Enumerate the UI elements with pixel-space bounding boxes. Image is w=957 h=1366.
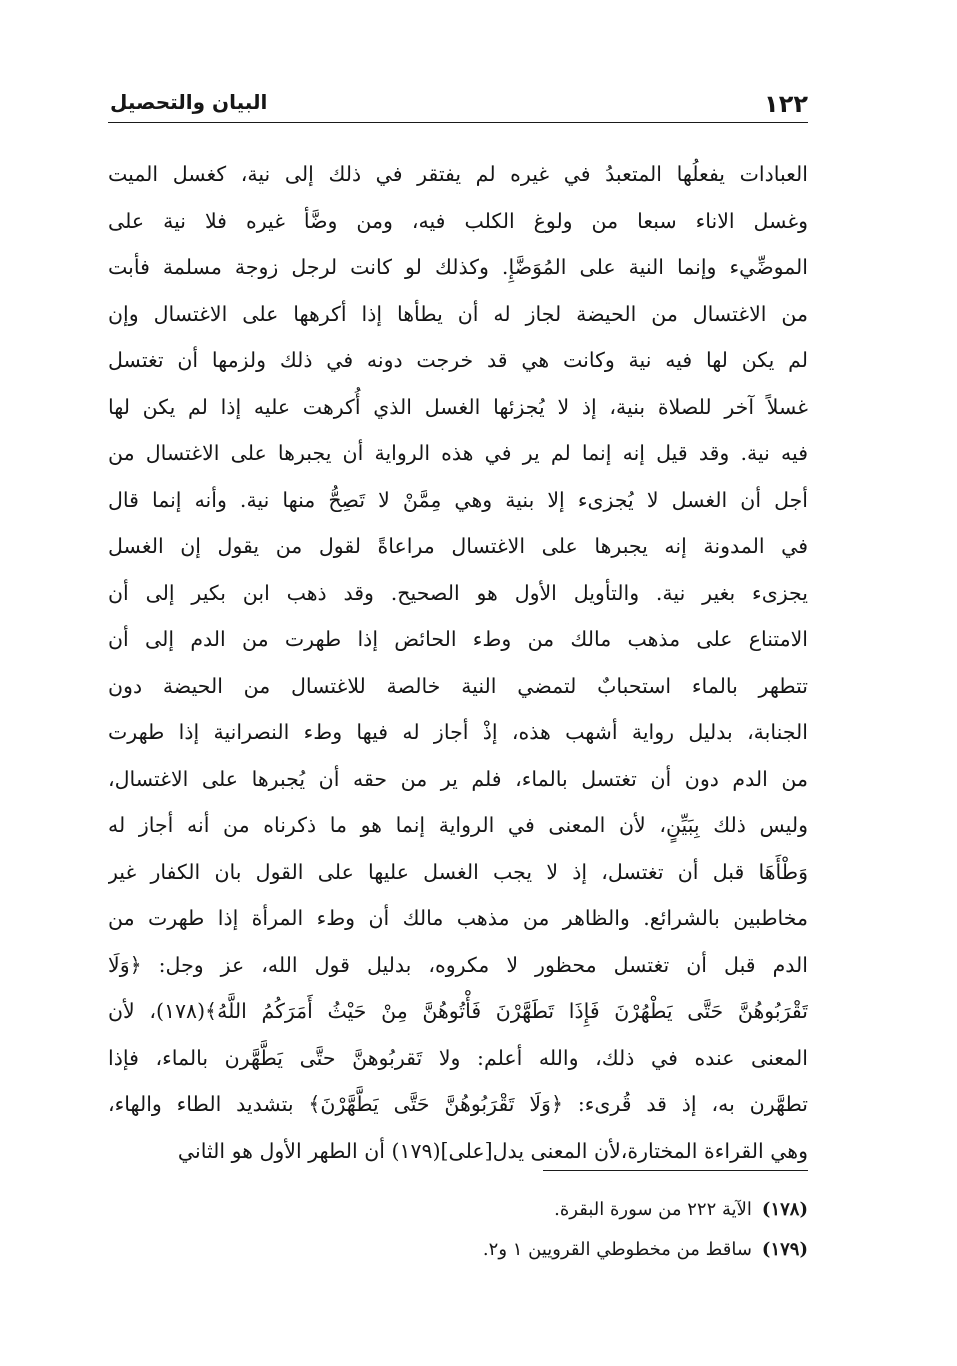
text-line: من الدم دون أن تغتسل بالماء، فلم ير من حقه أن يُجبرها على الاغتسال،	[108, 766, 808, 791]
text-line: في المدونة إنه يجبرها على الاغتسال مراعاةً لقول من يقول إن الغسل	[108, 534, 808, 558]
footnote-178	[108, 1190, 808, 1230]
text-line: مخاطبين بالشرائع. والظاهر من مذهب مالك أن وطء المرأة إذا طهرت من	[108, 906, 808, 930]
text-line: العبادات يفعلُها المتعبدُ في غيره لم يفتقر في ذلك إلى نية، كغسل الميت	[108, 162, 808, 186]
text-line: تطهَّرن به، إذ قد قُرىء: ﴿وَلَا تَقْرَبُوهُنَّ حَتَّى يَطَّهَّرْنَ﴾ بتشديد الطاء والهاء،	[108, 1092, 808, 1116]
text-line: الامتناع على مذهب مالك من وطء الحائض إذا طهرت من الدم إلى أن	[108, 627, 808, 651]
text-line: وَطْأَهَا قبل أن تغتسل، إذ لا يجب الغسل عليها على القول بان الكفار غير	[108, 859, 808, 884]
text-line: وليس ذلك بِبَيِّنٍ، لأن المعنى في الرواية إنما هو ما ذكرناه من أنه أجاز له	[108, 813, 808, 837]
book-title: البيان والتحصيل	[110, 90, 268, 114]
text-line: لم يكن لها فيه نية وكانت هي قد خرجت دونه في ذلك ولزمها أن تغتسل	[108, 348, 808, 372]
footnote-separator	[543, 1170, 808, 1171]
page-number: ١٢٢	[764, 90, 808, 118]
footnote-text: ساقط من مخطوطي القرويين ١ و٢.	[482, 1239, 752, 1260]
text-line: وهي القراءة المختارة،لأن المعنى يدل[على](١٧٩) أن الطهر الأول هو الثاني	[177, 1138, 808, 1163]
text-line: الدم قبل أن تغتسل محظور لا مكروه، بدليل قول الله، عز وجل: ﴿وَلَا	[108, 952, 808, 977]
text-line: من الاغتسال من الحيضة لجاز له أن يطأها إذا أكرهها على الاغتسال وإن	[108, 301, 808, 326]
text-line: غسلاً آخر للصلاة بنية، إذ لا يُجزئها الغسل الذي أُكرهت عليه إذا لم يكن لها	[108, 394, 808, 419]
footnote-number: (١٧٨)	[761, 1199, 808, 1220]
text-line: تتطهر بالماء استحبابٌ لتمضي النية خالصة للاغتسال من الحيضة دون	[108, 673, 808, 698]
text-line: المعنى عنده في ذلك، والله أعلم: ولا تَقربُوهنَّ حتَّى يَطَّهَّرن بالماء، فإذا	[108, 1045, 808, 1070]
footnote-text: الآية ٢٢٢ من سورة البقرة.	[554, 1199, 752, 1220]
text-line: يجزىء بغير نية. والتأويل الأول هو الصحيح. وقد ذهب ابن بكير إلى أن	[108, 580, 808, 605]
footnote-179	[108, 1230, 808, 1270]
footnote-number: (١٧٩)	[761, 1239, 808, 1260]
book-page	[108, 80, 808, 1280]
text-line: وغسل الاناء سبعا من ولوغ الكلب فيه، ومن وضَّأ غيره فلا نية على	[108, 208, 808, 233]
text-line: أجل أن الغسل لا يُجزىء إلا بنية وهي مِمَّنْ لا تَصِحُّ منها نية. وأنه إنما قال	[108, 487, 808, 512]
text-line: تَقْرَبُوهُنَّ حَتَّى يَطْهُرْنَ فَإِذَا تَطَهَّرْنَ فَأْتُوهُنَّ مِنْ حَيْثُ أَمَرَكُمُ اللَّهُ﴾(١٧٨)، لأن	[108, 999, 808, 1023]
text-line: الموضِّيء وإنما النية على المُوَضَّإِ. وكذلك لو كانت لرجل زوجة مسلمة فأبت	[108, 255, 808, 279]
footnotes	[108, 1190, 808, 1270]
body-text	[108, 151, 808, 1174]
running-head	[108, 80, 808, 123]
text-line: فيه نية. وقد قيل إنه إنما لم ير في هذه الرواية أن يجبرها على الاغتسال من	[108, 441, 808, 465]
text-line: الجنابة، بدليل رواية أشهب هذه، إذْ أجاز له فيها وطء النصرانية إذا طهرت	[108, 720, 808, 744]
